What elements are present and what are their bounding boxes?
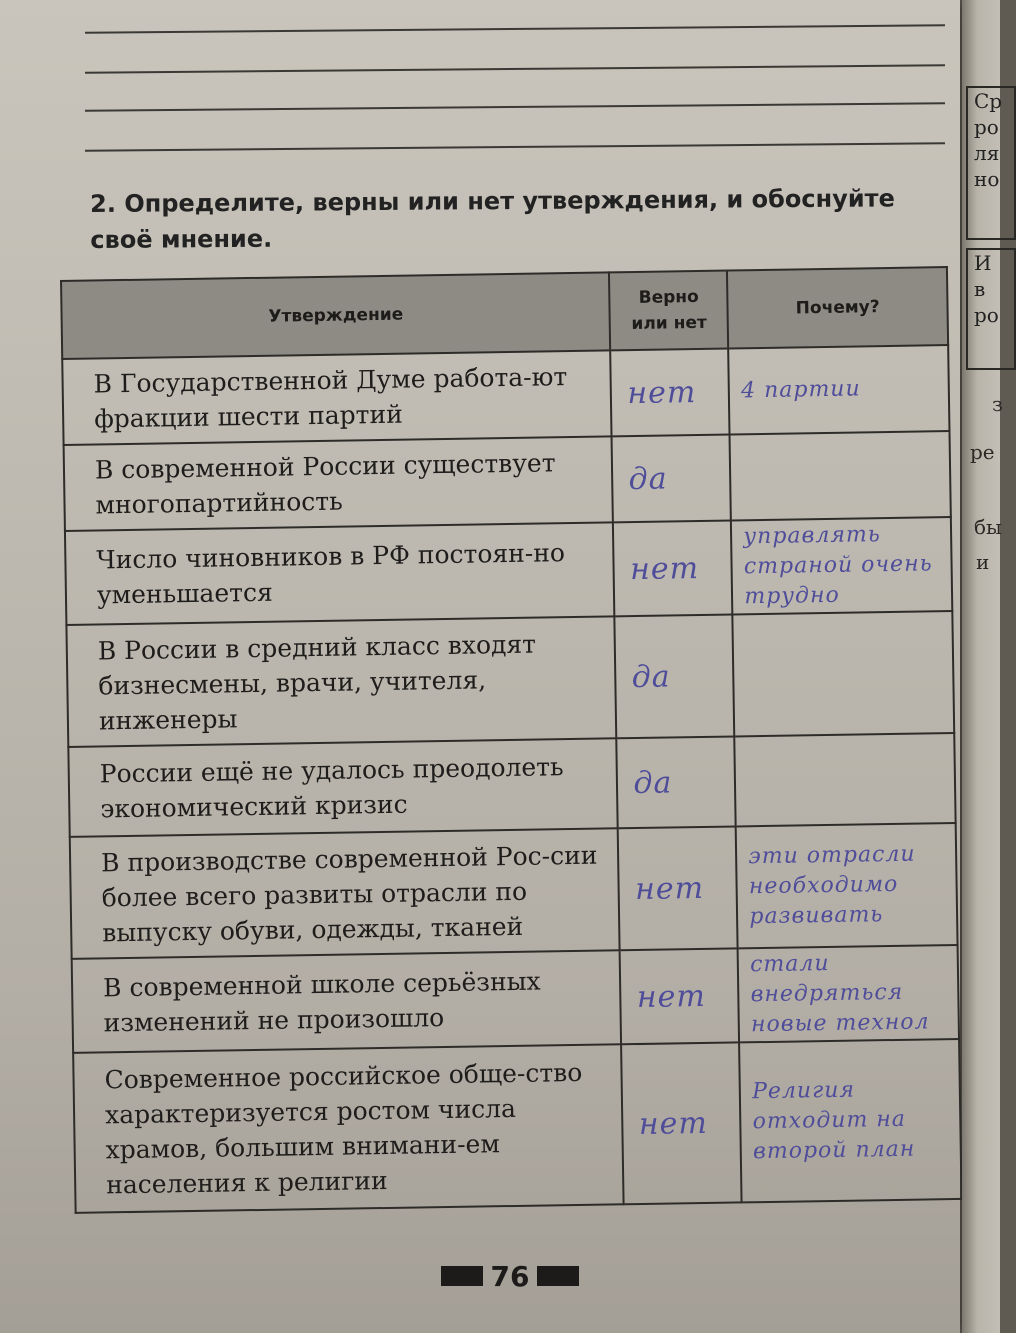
handwritten-reason: эти отрасли необходимо развивать — [748, 841, 916, 930]
verdict-cell[interactable] — [611, 349, 730, 437]
handwritten-verdict: нет — [629, 550, 700, 587]
statements-table — [60, 266, 963, 1214]
statement-cell: В Государственной Думе работа-ют фракции шести партий — [62, 350, 612, 445]
table-row — [66, 611, 954, 747]
handwritten-verdict: да — [628, 460, 668, 497]
handwritten-verdict: нет — [636, 978, 707, 1015]
handwritten-verdict: да — [631, 658, 671, 695]
handwritten-reason: Религия отходит на второй план — [751, 1077, 916, 1165]
page-number-bar-right — [537, 1266, 579, 1286]
task-heading — [90, 180, 960, 258]
reason-cell[interactable] — [731, 517, 952, 614]
answer-line — [85, 24, 945, 34]
statement-cell: В современной школе серьёзных изменений не произошло — [72, 950, 622, 1053]
handwritten-reason — [732, 474, 948, 477]
answer-line — [85, 64, 945, 74]
handwritten-verdict: нет — [627, 374, 697, 411]
adjacent-page-edge — [962, 0, 1003, 1333]
task-heading-line2: своё мнение. — [90, 224, 273, 254]
page-number-bar-left — [441, 1266, 483, 1286]
adjacent-box-1: Ср ро ля но — [966, 86, 1016, 240]
verdict-cell[interactable] — [620, 948, 739, 1044]
header-statement: Утверждение — [61, 272, 611, 359]
adjacent-box-2: И в ро — [966, 248, 1016, 370]
answer-line — [85, 102, 945, 112]
adjacent-text: ре — [970, 440, 995, 464]
header-verdict: Верно или нет — [609, 271, 728, 351]
verdict-cell[interactable] — [615, 614, 735, 738]
reason-cell[interactable] — [733, 611, 955, 736]
table-row — [72, 945, 959, 1053]
answer-line — [85, 142, 945, 152]
page-number — [440, 1258, 580, 1294]
table-row — [73, 1039, 961, 1213]
handwritten-verdict: нет — [638, 1105, 709, 1142]
reason-cell[interactable] — [739, 1039, 961, 1202]
handwritten-verdict: нет — [634, 870, 705, 907]
adjacent-text: бы — [974, 515, 1002, 539]
verdict-cell[interactable] — [618, 826, 738, 950]
table-row — [62, 345, 949, 445]
header-reason: Почему? — [727, 267, 948, 348]
table-header-row — [61, 267, 948, 359]
table-row — [70, 823, 958, 959]
reason-cell[interactable] — [728, 345, 949, 434]
statement-cell: Современное российское обще-ство характеризуется ростом числа храмов, большим внимани-ем населения к религии — [73, 1044, 624, 1213]
reason-cell[interactable] — [736, 823, 958, 948]
handwritten-reason: стали внедряться новые технол — [749, 950, 930, 1038]
table-row — [64, 431, 951, 531]
task-heading-line1: 2. Определите, верны или нет утверждения, и обоснуйте — [90, 184, 895, 218]
verdict-cell[interactable] — [613, 520, 732, 616]
handwritten-reason — [736, 672, 952, 675]
statement-cell: России ещё не удалось преодолеть экономический кризис — [68, 738, 618, 837]
page-number-text: 76 — [490, 1259, 530, 1293]
statement-cell: В производстве современной Рос-сии более всего развиты отрасли по выпуску обуви, одежды, тканей — [70, 828, 620, 959]
handwritten-reason — [737, 778, 953, 781]
verdict-cell[interactable] — [617, 736, 736, 828]
handwritten-reason: 4 партии — [740, 376, 861, 404]
handwritten-reason: управлять страной очень трудно — [743, 522, 933, 610]
reason-cell[interactable] — [735, 733, 956, 826]
verdict-cell[interactable] — [622, 1042, 742, 1204]
adjacent-text: и — [976, 550, 990, 574]
handwritten-verdict: да — [633, 764, 673, 801]
table-row — [68, 733, 955, 837]
statement-cell: Число чиновников в РФ постоян-но уменьшается — [65, 522, 615, 625]
statement-cell: В России в средний класс входят бизнесмены, врачи, учителя, инженеры — [66, 616, 616, 747]
reason-cell[interactable] — [730, 431, 951, 520]
table-row — [65, 517, 952, 625]
reason-cell[interactable] — [738, 945, 959, 1042]
statement-cell: В современной России существует многопартийность — [64, 436, 614, 531]
verdict-cell[interactable] — [612, 434, 731, 522]
adjacent-text: з — [992, 392, 1003, 416]
